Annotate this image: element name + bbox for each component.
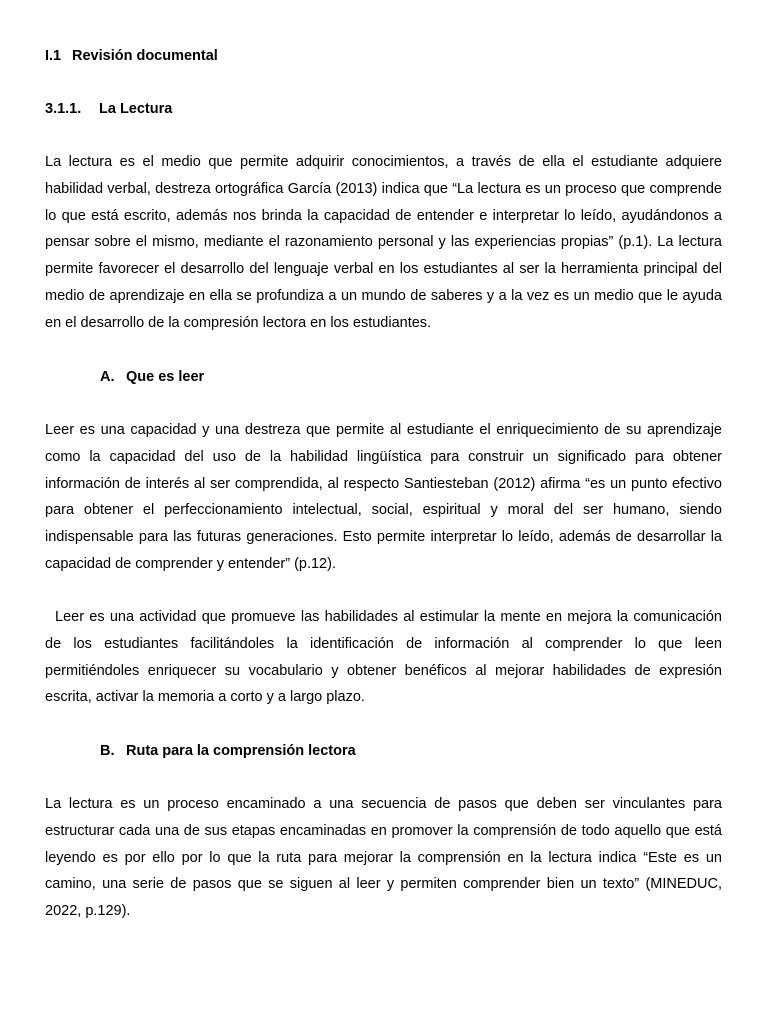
section-heading xyxy=(45,47,218,65)
section-number: I.1 xyxy=(45,48,62,64)
paragraph-actividad-leer: Leer es una actividad que promueve las habilidades al estimular la mente en mejora la comunicación de los estudiantes facilitándoles la identificación de información al comprender lo que leen permitiéndoles enriquecer su vocabulario y obtener benéficos al mejorar habilidades de expresión escrita, activar la memoria a corto y a largo plazo. xyxy=(45,609,722,706)
subheading-que-es-leer xyxy=(100,368,204,386)
subsection-title: La Lectura xyxy=(99,101,173,117)
subsection-heading xyxy=(45,100,172,118)
paragraph-la-lectura: La lectura es el medio que permite adquirir conocimientos, a través de ella el estudiante adquiere habilidad verbal, destreza ortográfica García (2013) indica que “La lectura es un proceso que comprende lo que está escrito, además nos brinda la capacidad de entender e interpretar lo leído, ayudándonos a pensar sobre el mismo, mediante el razonamiento personal y las experiencias propias” (p.1). La lectura permite favorecer el desarrollo del lenguaje verbal en los estudiantes al ser la herramienta principal del medio de aprendizaje en ella se profundiza a un mundo de saberes y a la vez es un medio que le ayuda en el desarrollo de la compresión lectora en los estudiantes. xyxy=(45,154,722,331)
paragraph-ruta-comprension: La lectura es un proceso encaminado a una secuencia de pasos que deben ser vinculantes para estructurar cada una de sus etapas encaminadas en promover la comprensión de todo aquello que está leyendo es por ello por lo que la ruta para mejorar la comprensión en la lectura indica “Este es un camino, una serie de pasos que se siguen al leer y permiten comprender bien un texto” (MINEDUC, 2022, p.129). xyxy=(45,796,722,920)
subheading-letter: B. xyxy=(100,743,115,759)
paragraph-que-es-leer: Leer es una capacidad y una destreza que permite al estudiante el enriquecimiento de su aprendizaje como la capacidad del uso de la habilidad lingüística para construir un significado para obtener información de interés al ser comprendida, al respecto Santiesteban (2012) afirma “es un punto efectivo para obtener el perfeccionamiento intelectual, social, espiritual y moral del ser humano, siendo indispensable para las futuras generaciones. Esto permite interpretar lo leído, además de desarrollar la capacidad de comprender y entender” (p.12). xyxy=(45,422,722,572)
subheading-title: Ruta para la comprensión lectora xyxy=(126,743,356,759)
subheading-title: Que es leer xyxy=(126,369,205,385)
section-title: Revisión documental xyxy=(72,48,218,64)
subheading-letter: A. xyxy=(100,369,115,385)
subheading-ruta-comprension xyxy=(100,742,356,760)
subsection-number: 3.1.1. xyxy=(45,101,82,117)
